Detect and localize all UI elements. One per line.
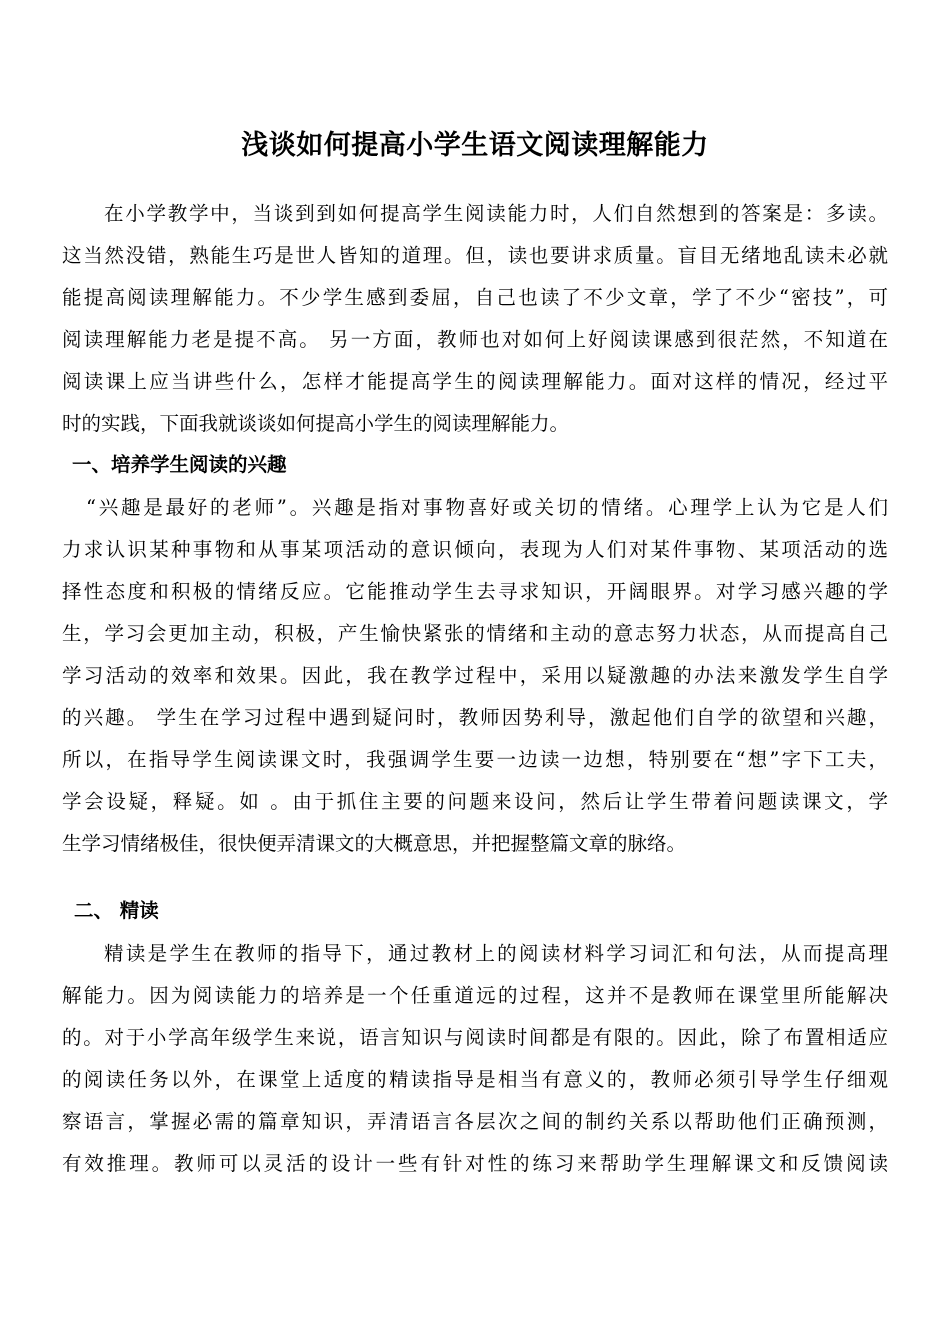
section1-line: 生，学习会更加主动，积极，产生愉快紧张的情绪和主动的意志努力状态，从而提高自己 [62, 622, 888, 645]
intro-line: 这当然没错，熟能生巧是世人皆知的道理。但，读也要讲求质量。盲目无绪地乱读未必就 [62, 244, 888, 267]
section1-line: 学习活动的效率和效果。因此，我在教学过程中，采用以疑激趣的办法来激发学生自学 [62, 664, 888, 687]
section1-line: 生学习情绪极佳，很快便弄清课文的大概意思，并把握整篇文章的脉络。 [62, 832, 687, 855]
intro-line: 能提高阅读理解能力。不少学生感到委屈，自己也读了不少文章，学了不少“密技”，可 [62, 286, 888, 309]
intro-line: 阅读课上应当讲些什么，怎样才能提高学生的阅读理解能力。面对这样的情况，经过平 [62, 370, 888, 393]
section1-line: 学会设疑，释疑。如 。由于抓住主要的问题来设问，然后让学生带着问题读课文，学 [62, 790, 888, 813]
section2-line: 精读是学生在教师的指导下，通过教材上的阅读材料学习词汇和句法，从而提高理 [104, 942, 888, 965]
section-heading-intensive-reading: 二、 精读 [74, 899, 159, 922]
section1-line: 的兴趣。 学生在学习过程中遇到疑问时，教师因势利导，激起他们自学的欲望和兴趣， [62, 706, 888, 729]
section1-line: 择性态度和积极的情绪反应。它能推动学生去寻求知识，开阔眼界。对学习感兴趣的学 [62, 580, 888, 603]
section-heading-interest: 一、培养学生阅读的兴趣 [72, 453, 287, 476]
intro-line: 在小学教学中，当谈到到如何提高学生阅读能力时，人们自然想到的答案是：多读。 [104, 202, 888, 225]
intro-line: 时的实践，下面我就谈谈如何提高小学生的阅读理解能力。 [62, 412, 570, 435]
intro-line: 阅读理解能力老是提不高。 另一方面，教师也对如何上好阅读课感到很茫然，不知道在 [62, 328, 888, 351]
section2-line: 的阅读任务以外，在课堂上适度的精读指导是相当有意义的，教师必须引导学生仔细观 [62, 1068, 888, 1091]
section1-line: 力求认识某种事物和从事某项活动的意识倾向，表现为人们对某件事物、某项活动的选 [62, 538, 888, 561]
section2-line: 察语言，掌握必需的篇章知识，弄清语言各层次之间的制约关系以帮助他们正确预测， [62, 1110, 888, 1133]
section2-line: 的。对于小学高年级学生来说，语言知识与阅读时间都是有限的。因此，除了布置相适应 [62, 1026, 888, 1049]
section1-line: “兴趣是最好的老师”。兴趣是指对事物喜好或关切的情绪。心理学上认为它是人们 [86, 496, 888, 519]
section2-line: 有效推理。教师可以灵活的设计一些有针对性的练习来帮助学生理解课文和反馈阅读 [62, 1152, 888, 1175]
section2-line: 解能力。因为阅读能力的培养是一个任重道远的过程，这并不是教师在课堂里所能解决 [62, 984, 888, 1007]
document-title: 浅谈如何提高小学生语文阅读理解能力 [241, 130, 709, 161]
section1-line: 所以，在指导学生阅读课文时，我强调学生要一边读一边想，特别要在“想”字下工夫， [62, 748, 888, 771]
